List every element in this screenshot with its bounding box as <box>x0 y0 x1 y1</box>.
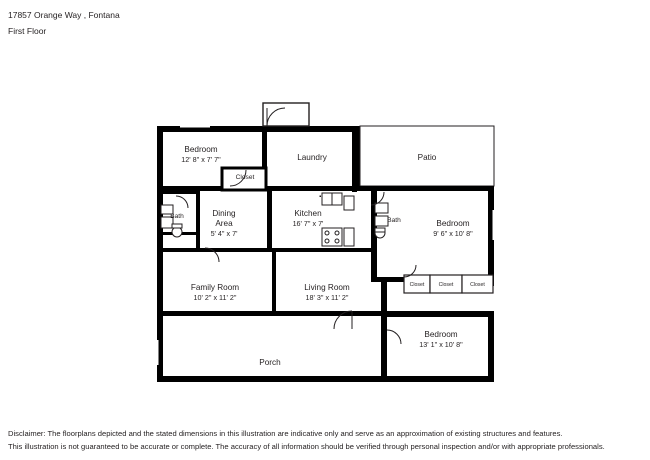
closet-label-2: Closet <box>409 282 425 288</box>
room-label-dining: Dining Area 5' 4" x 7' <box>210 209 238 238</box>
closet-label-4: Closet <box>470 282 485 288</box>
disclaimer-line-2: This illustration is not guaranteed to be accurate or complete. The accuracy of all information should be verified through personal inspection and/or with appropriate professionals. <box>8 442 605 451</box>
patio-outline <box>360 126 494 187</box>
room-label-bedroom3: Bedroom 13' 1" x 10' 8" <box>419 330 463 349</box>
room-label-bath2: Bath <box>387 217 401 224</box>
room-label-kitchen: Kitchen 16' 7" x 7' <box>292 209 324 228</box>
laundry-appliances <box>320 196 321 197</box>
room-label-porch: Porch <box>259 358 281 367</box>
closet-label-3: Closet <box>438 282 454 288</box>
closet-bedroom1 <box>222 168 266 190</box>
disclaimer <box>8 428 642 454</box>
room-label-bath1: Bath <box>170 213 184 220</box>
room-label-bedroom1: Bedroom 12' 8" x 7' 7" <box>181 145 221 164</box>
room-label-laundry: Laundry <box>297 153 327 162</box>
room-label-family-room: Family Room 10' 2" x 11' 2" <box>190 283 240 302</box>
closet-row <box>404 275 493 293</box>
floor-label: First Floor <box>8 26 47 36</box>
room-label-patio: Patio <box>417 153 437 162</box>
disclaimer-line-1: Disclaimer: The floorplans depicted and the stated dimensions in this illustration are indicative only and serve as an approximation of existing structures and features. <box>8 429 563 438</box>
room-label-bedroom2: Bedroom 9' 6" x 10' 8" <box>433 219 473 238</box>
property-address: 17857 Orange Way , Fontana <box>8 10 120 20</box>
closet-label-1: Closet <box>235 174 255 181</box>
room-label-living-room: Living Room 18' 3" x 11' 2" <box>304 283 350 302</box>
